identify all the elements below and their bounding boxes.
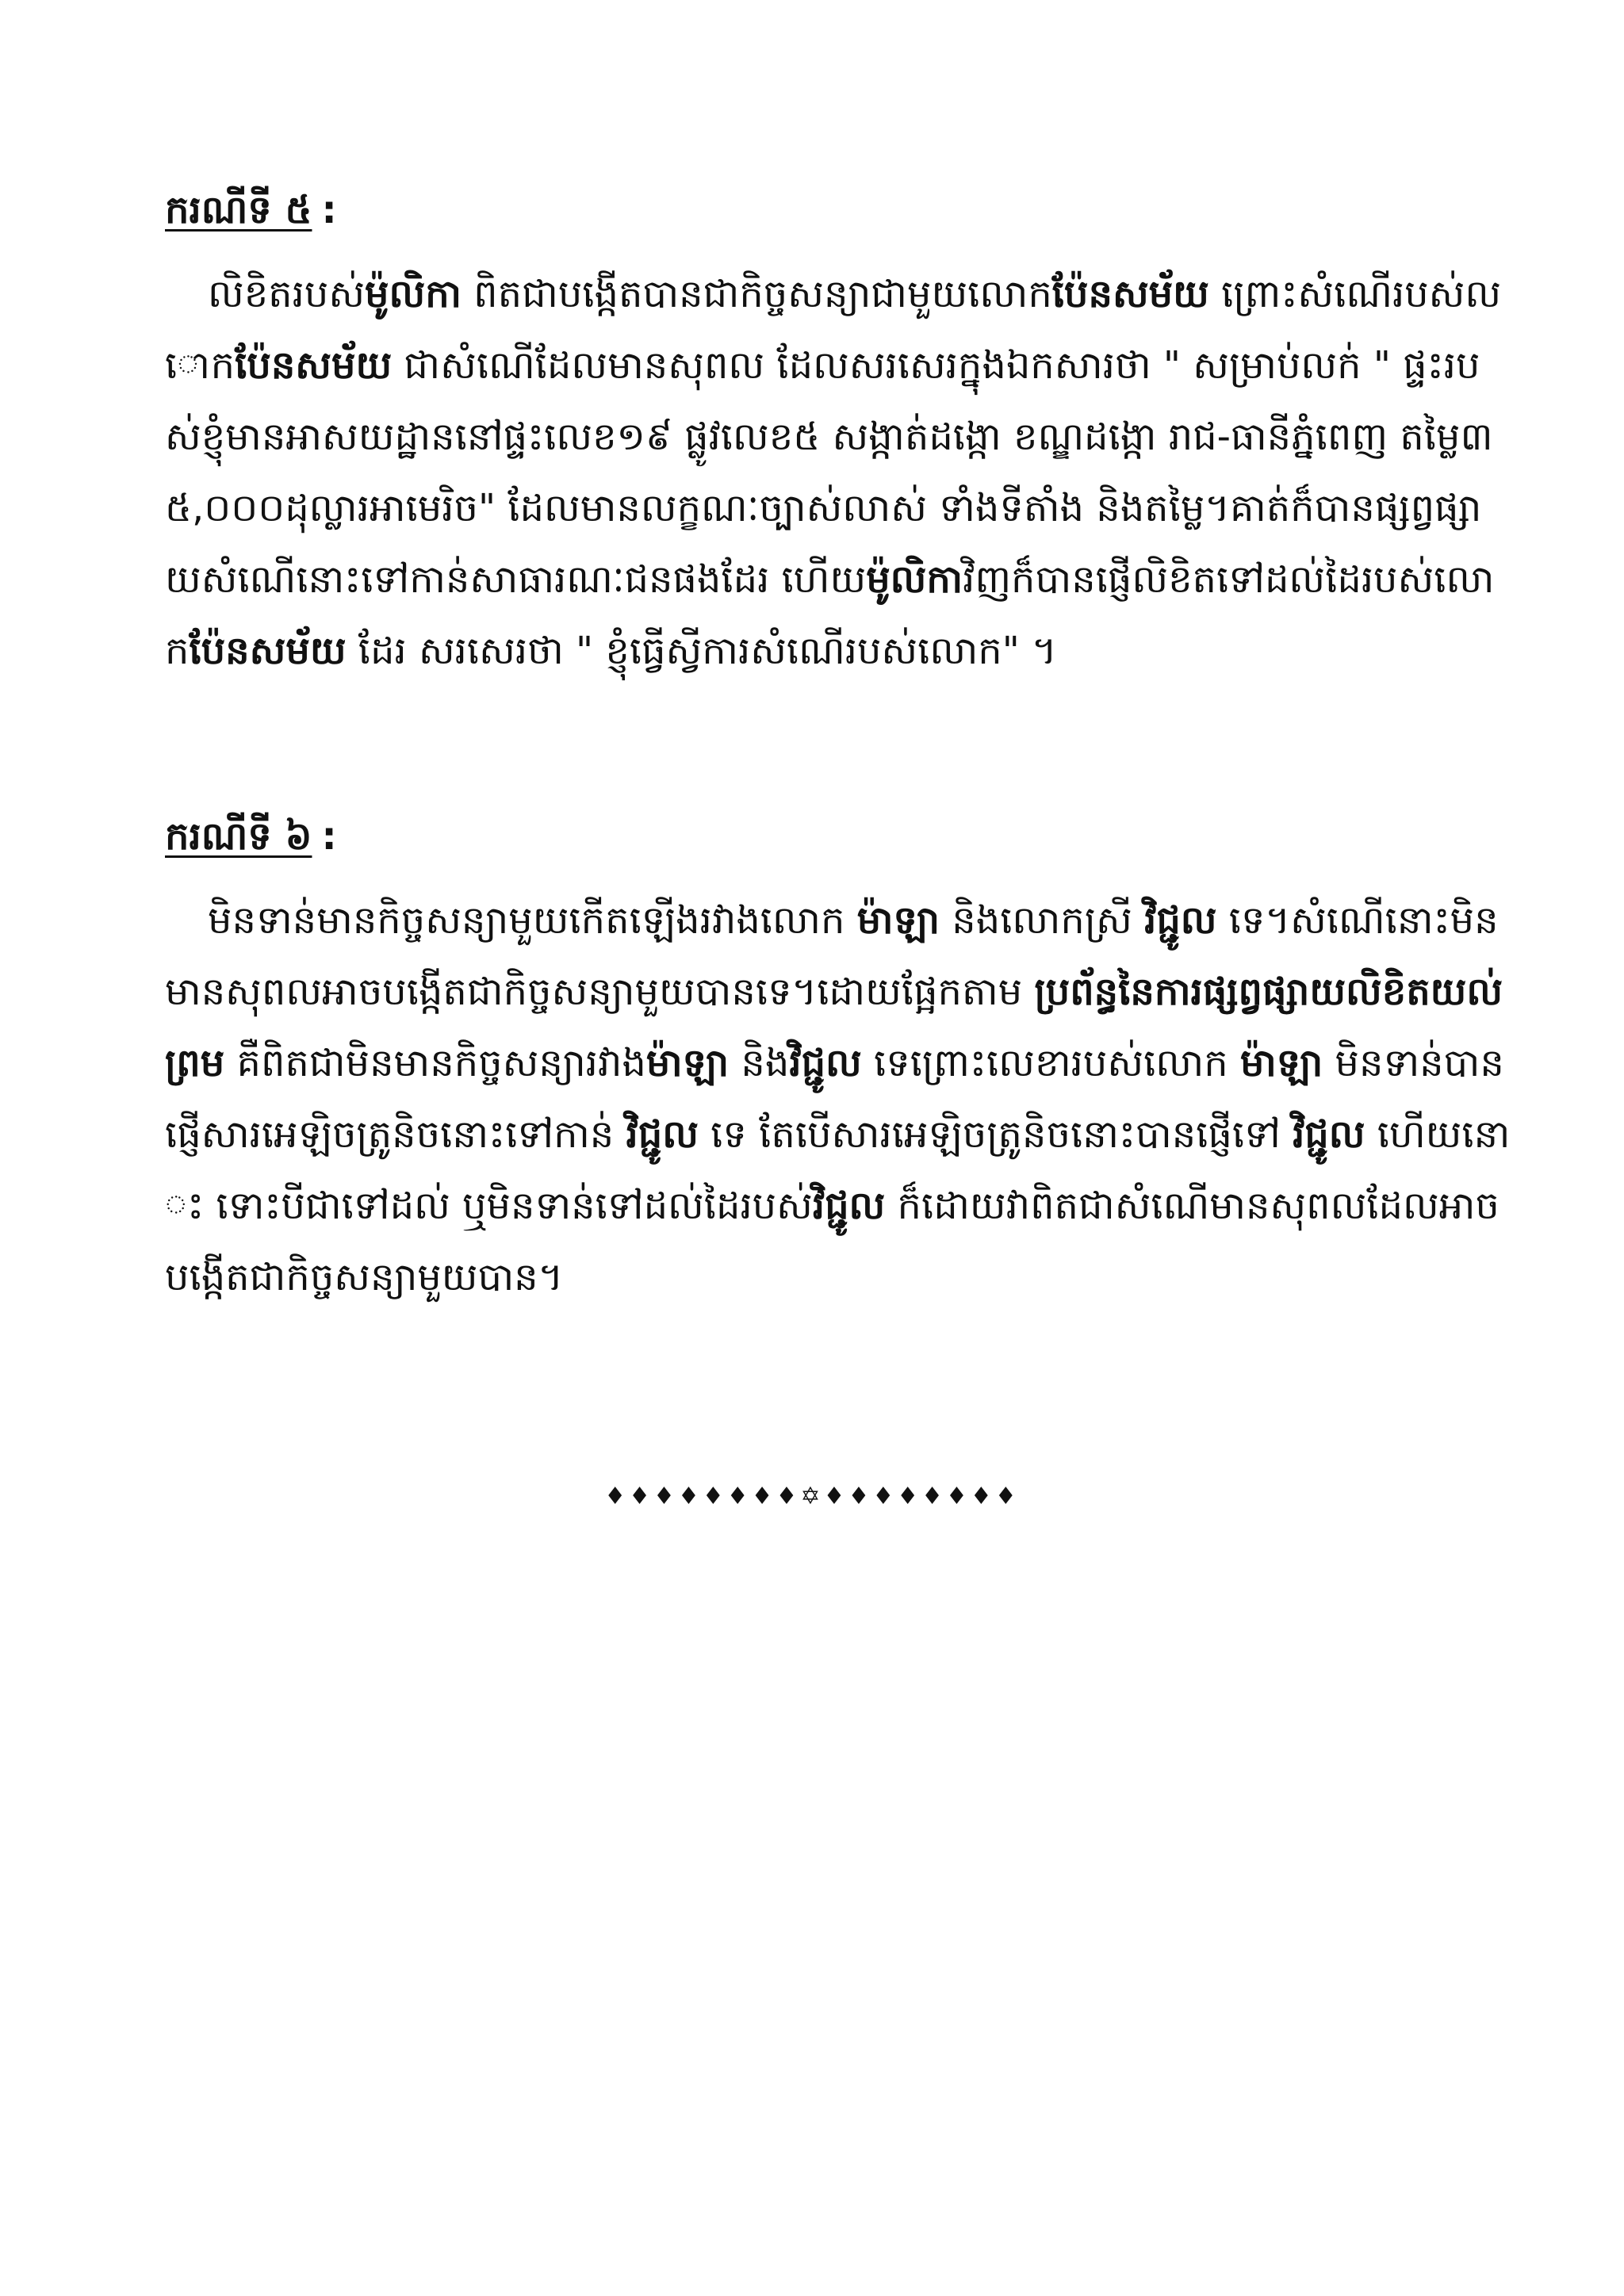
ornamental-separator: ♦♦♦♦♦♦♦♦✡♦♦♦♦♦♦♦♦ bbox=[604, 1483, 1020, 1510]
text-segment: និងលោកស្រី bbox=[940, 898, 1145, 943]
case-5-title: ករណីទី ៥ bbox=[165, 188, 312, 232]
name-vichul: វិជ្ជូល bbox=[1293, 1112, 1365, 1157]
text-segment: មិនទាន់បានផ្ញើសារអេឡិចត្រូនិចនោះទៅកាន់ bbox=[165, 1041, 1504, 1157]
text-segment: និង bbox=[729, 1041, 790, 1085]
text-segment: មិនទាន់មានកិច្ចសន្យាមួយកើតឡើងរវាងលោក bbox=[208, 898, 857, 943]
name-pen-samai: ប៉ែនសម័យ bbox=[189, 629, 347, 673]
case-5-paragraph bbox=[165, 258, 1513, 687]
case-6-heading bbox=[165, 809, 1513, 864]
text-segment: ហើយនោះ ទោះបីជាទៅដល់ ឬមិនទាន់ទៅដល់ដៃរបស់ bbox=[165, 1112, 1511, 1228]
name-molika: ម៉ូលិកា bbox=[365, 272, 462, 316]
name-vichul: វិជ្ជូល bbox=[1144, 898, 1217, 943]
name-molika: ម៉ូលិកា bbox=[866, 557, 963, 602]
name-vichul: វិជ្ជូល bbox=[626, 1112, 699, 1157]
case-5-colon: : bbox=[321, 188, 337, 232]
case-6-section bbox=[165, 809, 1513, 1313]
case-6-title: ករណីទី ៦ bbox=[165, 814, 312, 859]
name-mala: ម៉ាឡា bbox=[1239, 1041, 1323, 1085]
text-segment: ពិតជាបង្កើតបានជាកិច្ចសន្យាជាមួយលោក bbox=[461, 272, 1052, 316]
text-segment: ទេព្រោះលេខារបស់លោក bbox=[861, 1041, 1240, 1085]
text-segment: ជាសំណើដែលមានសុពល ដែលសរសេរក្នុងឯកសារថា " សម្រាប់លក់ " ផ្ទះរបស់ខ្ញុំមានអាសយដ្ឋាននៅផ្ទះលេខ១៩ ផ្លូវលេខ៥ សង្កាត់ដង្កោ ខណ្ឌដង្កោ រាជ-ធានីភ្នំពេញ តម្លៃ៣៥,០០០ដុល្លារអាមេរិច" ដែលមានលក្ខណៈច្បាស់លាស់ ទាំងទីតាំង និងតម្លៃ។គាត់ក៏បានផ្សព្វផ្សាយសំណើនោះទៅកាន់សាធារណៈជនផងដែរ ហើយ bbox=[165, 343, 1493, 602]
name-vichul: វិជ្ជូល bbox=[789, 1041, 862, 1085]
text-segment: គឺពិតជាមិនមានកិច្ចសន្យារវាង bbox=[224, 1041, 646, 1085]
name-pen-samai: ប៉ែនសម័យ bbox=[235, 343, 393, 388]
text-segment: ដែរ សរសេរថា " ខ្ញុំធ្វើស្វីការសំណើរបស់លោក" ។ bbox=[346, 629, 1057, 673]
case-5-heading bbox=[165, 182, 1513, 238]
text-segment: លិខិតរបស់ bbox=[208, 272, 366, 316]
text-segment: ទេ។សំណើនោះមិនមានសុពលអាចបង្កើតជាកិច្ចសន្យាមួយបានទេ។ដោយផ្អែកតាម bbox=[165, 898, 1499, 1014]
name-mala: ម៉ាឡា bbox=[856, 898, 940, 943]
case-6-paragraph bbox=[165, 885, 1513, 1313]
text-segment: ក៏ដោយវាពិតជាសំណើមានសុពលដែលអាចបង្កើតជាកិច្ចសន្យាមួយបាន។ bbox=[165, 1184, 1500, 1299]
name-vichul: វិជ្ជូល bbox=[812, 1184, 886, 1228]
term-acceptance-rule: ប្រព័ន្ធនៃការផ្សព្វផ្សាយលិខិតយល់ព្រម bbox=[165, 970, 1503, 1085]
case-6-colon: : bbox=[321, 814, 337, 859]
name-pen-samai: ប៉ែនសម័យ bbox=[1051, 272, 1209, 316]
name-mala: ម៉ាឡា bbox=[645, 1041, 730, 1085]
case-5-section bbox=[165, 182, 1513, 687]
text-segment: ទេ តែបើសារអេឡិចត្រូនិចនោះបានផ្ញើទៅ bbox=[698, 1112, 1293, 1157]
text-segment: វិញក៏បានផ្ញើលិខិតទៅដល់ដៃរបស់លោក bbox=[165, 557, 1495, 673]
text-segment: ព្រោះសំណើរបស់លោក bbox=[165, 272, 1502, 388]
